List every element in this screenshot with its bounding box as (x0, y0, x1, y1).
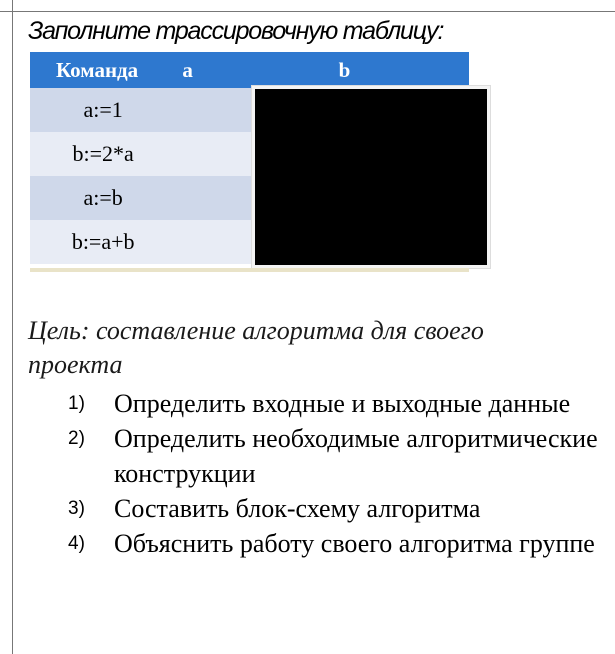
table-header-row (30, 52, 469, 88)
header-a: a (176, 52, 322, 88)
command-cell: b:=2*a (30, 132, 176, 176)
step-number: 2) (68, 428, 85, 449)
header-b: b (323, 52, 469, 88)
left-border-line (12, 0, 13, 654)
step-text: Определить необходимые алгоритмические конструкции (114, 424, 598, 488)
task-title: Заполните трассировочную таблицу: (28, 17, 444, 45)
step-text: Составить блок-схему алгоритма (114, 494, 481, 523)
steps-list (68, 386, 598, 561)
header-command: Команда (30, 52, 176, 88)
step-number: 1) (68, 393, 85, 414)
top-border-line (0, 11, 615, 12)
list-item (68, 526, 598, 561)
command-cell: b:=a+b (30, 220, 176, 264)
list-item (68, 421, 598, 491)
list-item (68, 386, 598, 421)
step-number: 4) (68, 533, 85, 554)
step-text: Объяснить работу своего алгоритма группе (114, 529, 595, 558)
command-cell: a:=1 (30, 88, 176, 132)
command-cell: a:=b (30, 176, 176, 220)
step-number: 3) (68, 498, 85, 519)
redaction-box (252, 86, 490, 268)
list-item (68, 491, 598, 526)
step-text: Определить входные и выходные данные (114, 389, 571, 418)
table-bottom-strip (30, 268, 469, 272)
goal-text: Цель: составление алгоритма для своего проекта (28, 316, 484, 379)
